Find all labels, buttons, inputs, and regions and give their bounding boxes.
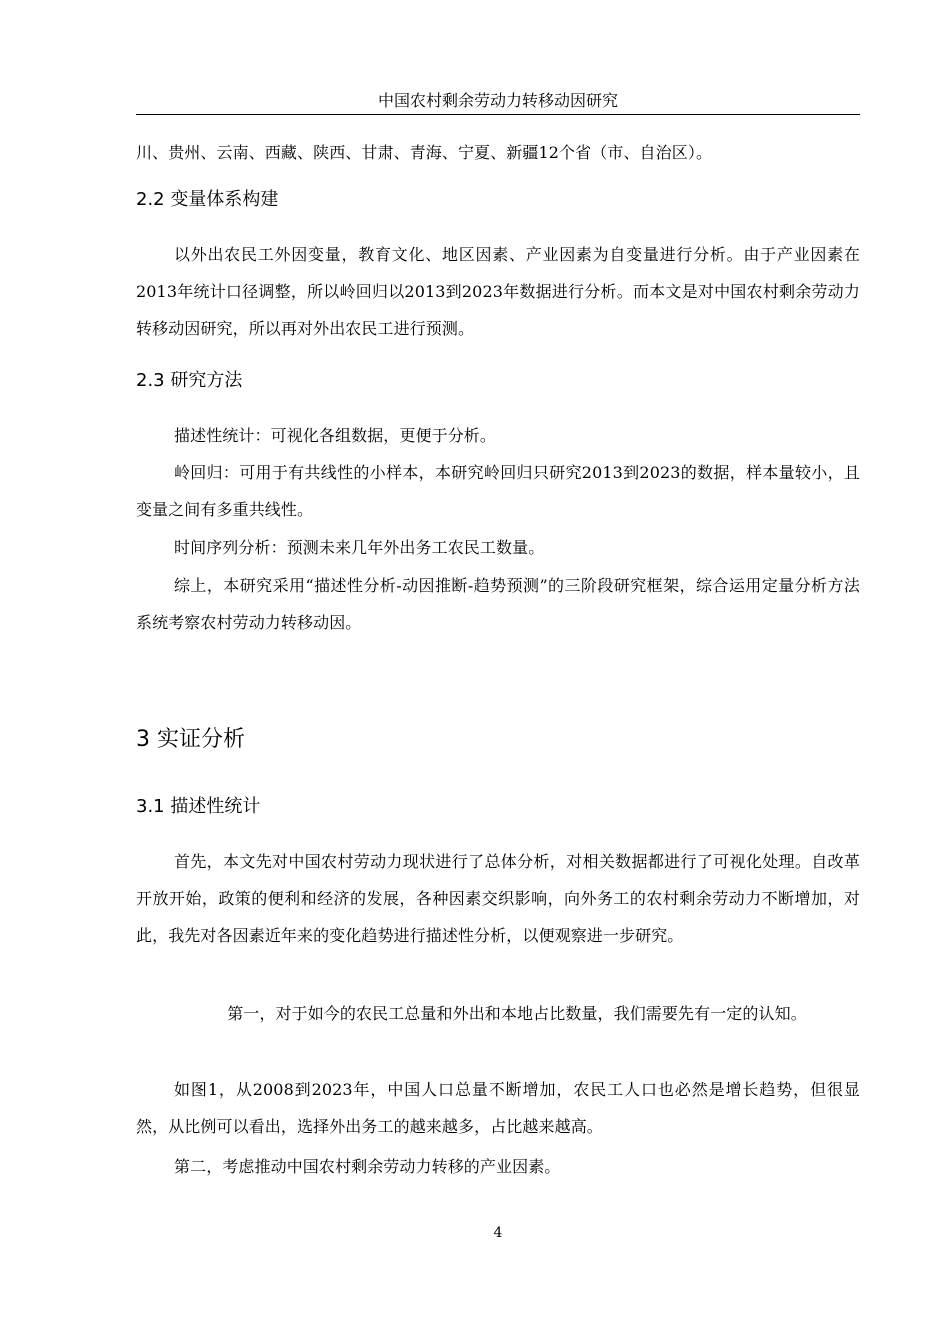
paragraph-3-1-second: 第二，考虑推动中国农村剩余劳动力转移的产业因素。 <box>174 1157 561 1176</box>
paragraph-2-3-summary: 综上，本研究采用“描述性分析-动因推断-趋势预测”的三阶段研究框架，综合运用定量分析方法系统考察农村劳动力转移动因。 <box>136 576 860 632</box>
paragraph-continuation: 川、贵州、云南、西藏、陕西、甘肃、青海、宁夏、新疆12个省（市、自治区）。 <box>136 143 713 162</box>
paragraph-3-1-overview: 首先，本文先对中国农村劳动力现状进行了总体分析，对相关数据都进行了可视化处理。自改革开放开始，政策的便利和经济的发展，各种因素交织影响，向外务工的农村剩余劳动力不断增加，对此，我先对各因素近年来的变化趋势进行描述性分析，以便观察进一步研究。 <box>136 852 860 945</box>
paragraph-3-1-first: 第一，对于如今的农民工总量和外出和本地占比数量，我们需要先有一定的认知。 <box>227 1004 807 1023</box>
section-heading-2-2: 2.2 变量体系构建 <box>136 189 279 210</box>
section-heading-3-1: 3.1 描述性统计 <box>136 796 261 817</box>
page-number: 4 <box>493 1225 503 1241</box>
paragraph-2-3-timeseries: 时间序列分析：预测未来几年外出务工农民工数量。 <box>174 538 545 557</box>
header-rule <box>136 114 860 115</box>
paragraph-2-3-ridge: 岭回归：可用于有共线性的小样本，本研究岭回归只研究2013到2023的数据，样本量较小，且变量之间有多重共线性。 <box>136 463 860 519</box>
running-header: 中国农村剩余劳动力转移动因研究 <box>377 91 618 110</box>
paragraph-2-2: 以外出农民工外因变量，教育文化、地区因素、产业因素为自变量进行分析。由于产业因素在2013年统计口径调整，所以岭回归以2013到2023年数据进行分析。而本文是对中国农村剩余劳动力转移动因研究，所以再对外出农民工进行预测。 <box>136 245 860 338</box>
paragraph-3-1-figure1: 如图1，从2008到2023年，中国人口总量不断增加，农民工人口也必然是增长趋势，但很显然，从比例可以看出，选择外出务工的越来越多，占比越来越高。 <box>136 1080 860 1136</box>
chapter-heading-3: 3 实证分析 <box>136 727 245 752</box>
paragraph-2-3-descriptive: 描述性统计：可视化各组数据，更便于分析。 <box>174 426 497 445</box>
section-heading-2-3: 2.3 研究方法 <box>136 370 243 391</box>
